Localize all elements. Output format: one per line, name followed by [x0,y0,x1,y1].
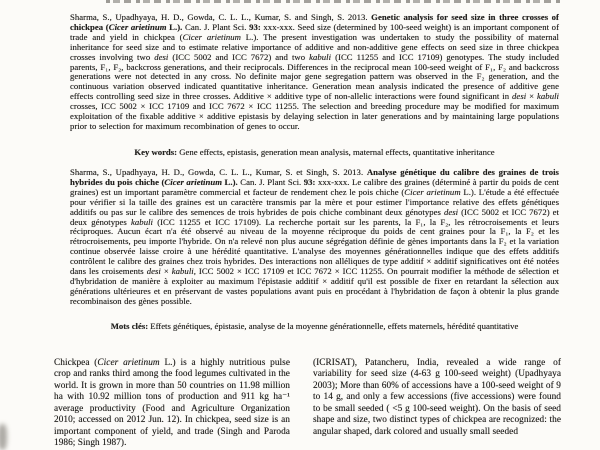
text-segment: xxx-xxx. [263,21,298,32]
text-segment: Analyse génétique du calibre des graines de trois hybrides du pois chiche ( [70,167,559,187]
text-segment: , ICC 5002 × ICC 17109 et ICC 7672 × ICC 11255. On pourrait modifier la méthode de sélection et d'hybridation de manière à exploiter au maximum l'épistasie additif × additif qu'il est possible de fixer en retardant la sélection aux générations ultérieures et en préservant de vastes populations avant puis en procédant à l'hybridation de façon à obtenir la plus grande recombinaison des gènes possible. [70,266,559,306]
text-segment: Chickpea ( [54,358,98,368]
mots-cles-label: Mots clés: [110,321,149,331]
abstract-french [70,168,559,307]
text-segment: kabuli [131,216,153,227]
text-segment: Sharma, S., Upadhyaya, H. D., Gowda, C. L. L., Kumar, S. and Singh, S. 2013. [70,12,372,22]
text-segment: (ICC 11255 et ICC 17109). La recherche portait sur les parents, la F₁, la F₂, les rétrocroisements et leurs réciproques. Aucun écart n'a été observé au niveau de la moyenne réciproque du poids de cent graines pour la F₁, la F₂ et les rétrocroisements, peu importe l'hybride. On n'a relevé non plus aucune ségrégation définie de gènes importants dans la F₂ et la variation continue observée laisse croire à une hérédité quantitative. L'analyse des moyennes générationnelles indique que des effets additifs contrôlent le calibre des graines chez trois hybrides. Des interactions non alléliques de type additif × additif significatives ont été notées dans les croisements [70,216,560,277]
text-segment: 93: [249,21,264,32]
keywords-label: Key words: [134,147,178,157]
scan-artifact-smudge [0,424,7,450]
text-segment: × [526,91,538,102]
body-columns [54,358,561,450]
text-segment: xxx-xxx. [318,176,352,187]
body-column-left [54,358,290,450]
text-segment: desi [154,51,169,62]
text-segment: × [160,266,172,277]
abstract-english [70,13,559,132]
text-segment: Genetic analysis for seed size in three crosses of chickpea ( [70,12,559,32]
mots-cles-line [70,321,559,331]
text-segment: L.). L'étude a été effectuée pour vérifier si la taille des graines est un caractère transmis par la mère et pour estimer l'importance relative des effets génétiques additifs ou pas sur le calibre des semences de trois hybrides de pois chiche combinant deux génotypes [70,186,560,217]
text-segment: kabuli [171,266,194,277]
text-segment: Le calibre des graines (déterminé à partir du poids de cent graines) est un important paramètre commercial et facteur de rendement chez le pois chiche ( [70,176,559,197]
text-segment: Seed size (determined by 100-seed weight) is an important component of trade and yield in chickpea ( [70,21,560,42]
text-segment: (ICC 5002 and ICC 7672) and two [168,51,310,62]
keywords-text: Gene effects, epistasis, generation mean analysis, maternal effects, quantitative inheritance [177,147,495,157]
text-segment: Cicer arietinum [108,21,167,32]
mots-cles-text: Effets génétiques, épistasie, analyse de la moyenne générationnelle, effets maternels, hérédité quantitative [148,321,519,331]
text-segment: Can. J. Plant Sci. [185,21,250,32]
text-segment: (ICC 5002 et ICC 7672) et deux génotypes [70,206,559,227]
text-segment: Cicer arietinum [97,358,160,368]
text-segment: Cicer arietinum [404,186,461,197]
text-segment: Can. J. Plant Sci. [240,176,304,187]
body-column-right [313,358,561,450]
text-segment: L.). The present investigation was undertaken to study the possibility of maternal inheritance for seed size and to estimate relative importance of additive and non-additive gene effects on seed size in three chickpea crosses involving two [70,31,559,62]
text-segment: desi [512,91,527,102]
text-segment: (ICRISAT), Patancheru, India, revealed a wide range of variability for seed size (4-63 g 100-seed weight) (Upadhyaya 2003); More than 60% of accessions have a 100-seed weight of 9 to 14 g, and only a few accessions (five accessions) were found to be small seeded ( <5 g 100-seed weight). On the basis of seed shape and size, two distinct types of chickpea are recognized: the angular shaped, dark colored and usually small seeded [313,358,561,437]
text-segment: kabuli [537,91,559,102]
text-segment: crosses, ICC 5002 × ICC 17109 and ICC 7672 × ICC 11255. The selection and breeding procedure may be modified for maximum exploitation of the fixable additive × additive epistasis by delaying selection in later generations and by maintaining large populations prior to selection for maximum recombination of genes to occur. [70,101,559,131]
text-segment: (ICC 11255 and ICC 17109) genotypes. The study included parents, F₁, F₂, backcross generations, and their reciprocals. Differences in the reciprocal mean 100-seed weight of F₁, F₂ and backcross generations were not detected in any cross. No definite major gene segregation pattern was observed in the F₂ generation, and the continuous variation observed indicated quantitative inheritance. Generation mean analysis indicated the presence of additive gene effects controlling seed size in three crosses. Additive × additive type of non-allelic interactions were found significant in [70,51,559,102]
text-segment: Sharma, S., Upadhyaya, H. D., Gowda, C. L. L., Kumar, S. et Singh, S. 2013. [70,167,367,177]
text-segment: Cicer arietinum [182,31,241,42]
text-segment: L.). [166,21,185,32]
text-segment: 93: [303,176,318,187]
text-segment: L.) is a highly nutritious pulse crop and ranks third among the food legumes cultivated in the world. It is grown in more than 50 countries on 11.98 million ha with 10.92 million tons of production and 911 kg ha⁻¹ average productivity (Food and Agriculture Organization 2010; accessed on 2012 Jun. 12). In chickpea, seed size is an important component of yield, and trade (Singh and Paroda 1986; Singh 1987). [54,358,291,449]
text-segment: L.). [222,176,241,187]
text-segment: desi [443,206,459,217]
text-segment: desi [146,266,161,277]
cropped-header-line [106,0,560,3]
keywords-line [70,147,559,157]
text-segment: kabuli [309,51,332,62]
text-segment: Cicer arietinum [164,176,223,187]
